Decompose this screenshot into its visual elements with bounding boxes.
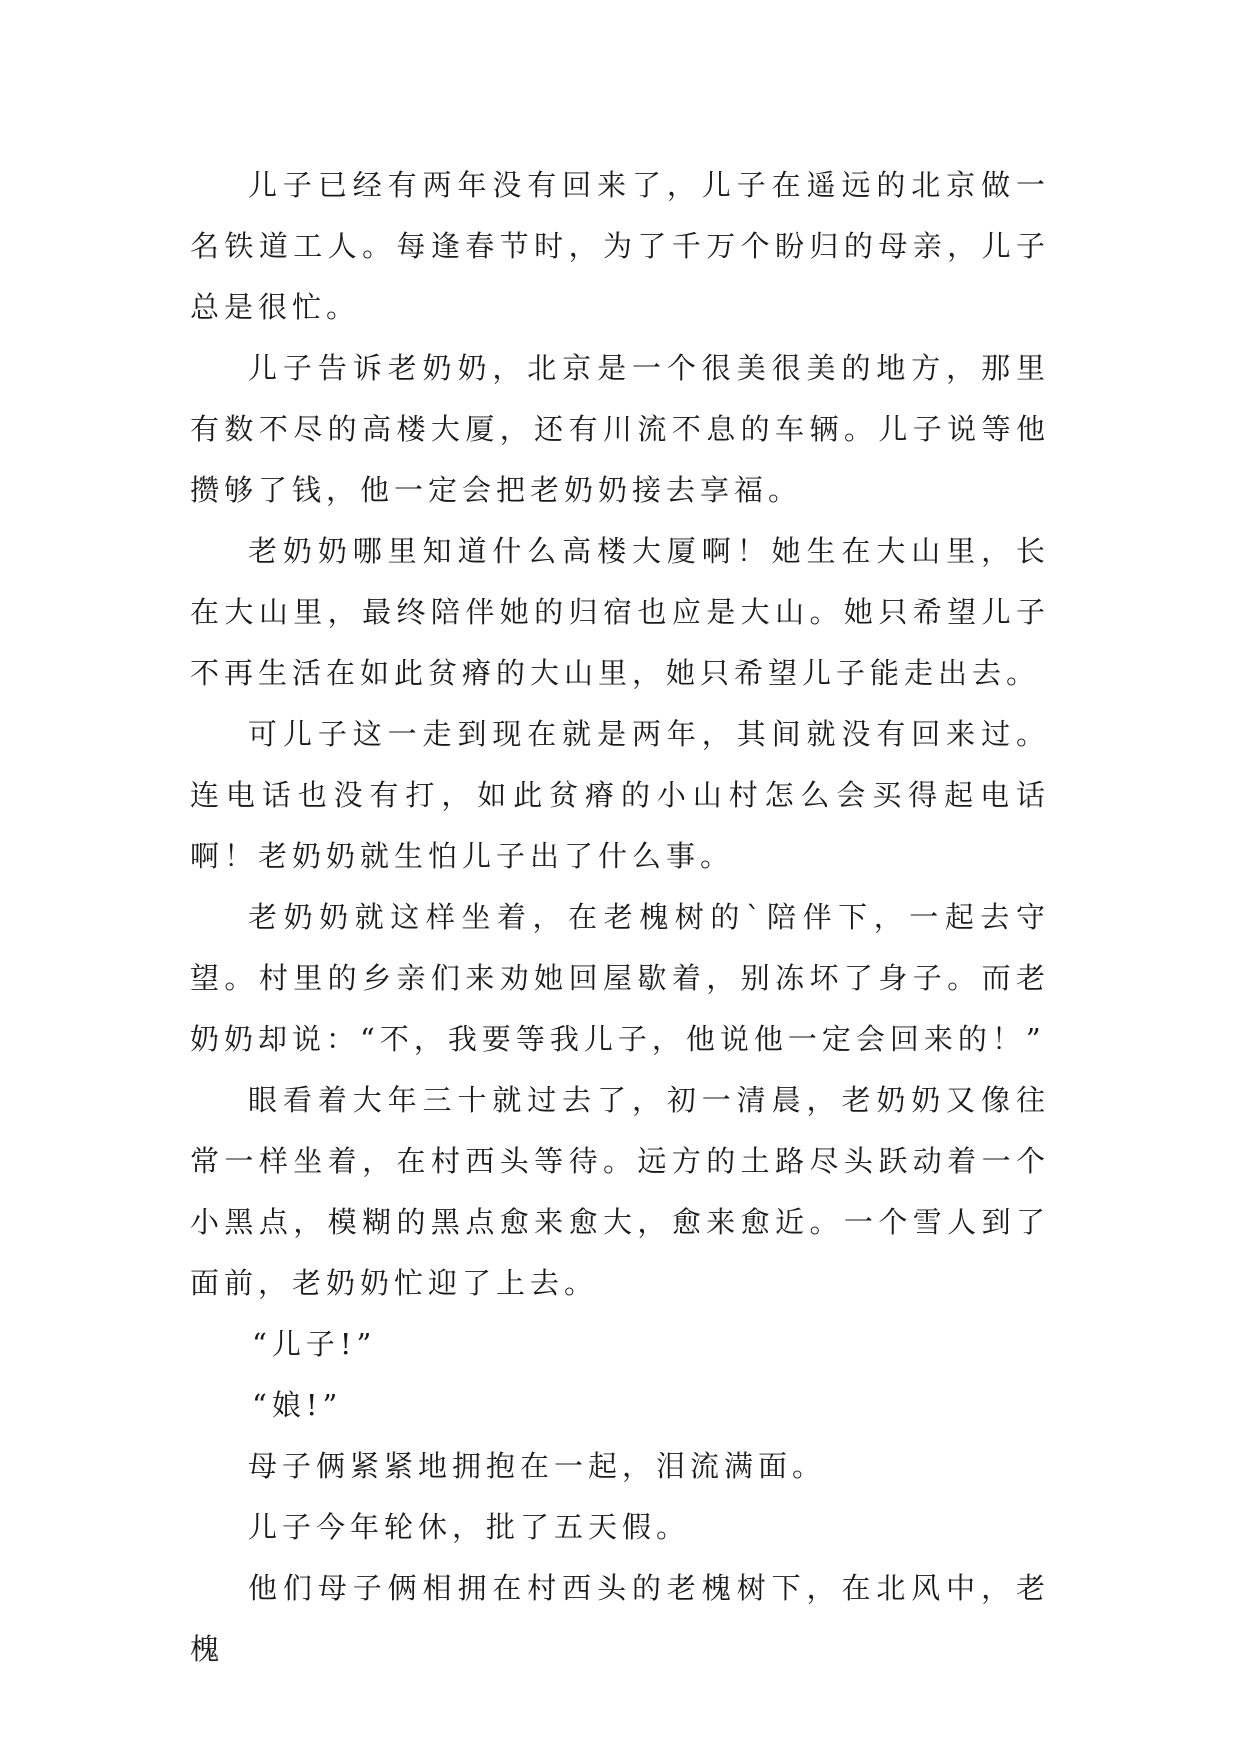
paragraph-1: 儿子已经有两年没有回来了，儿子在遥远的北京做一名铁道工人。每逢春节时，为了千万个盼归的母亲，儿子总是很忙。 <box>190 168 1050 324</box>
paragraph-10: 儿子今年轮休，批了五天假。 <box>248 1510 691 1544</box>
paragraph-3: 老奶奶哪里知道什么高楼大厦啊！她生在大山里，长在大山里，最终陪伴她的归宿也应是大山。她只希望儿子不再生活在如此贫瘠的大山里，她只希望儿子能走出去。 <box>190 534 1050 690</box>
paragraph-11: 他们母子俩相拥在村西头的老槐树下，在北风中，老槐 <box>190 1571 1050 1666</box>
paragraph-5: 老奶奶就这样坐着，在老槐树的`陪伴下，一起去守望。村里的乡亲们来劝她回屋歇着，别冻坏了身子。而老奶奶却说：“不，我要等我儿子，他说他一定会回来的！” <box>190 900 1050 1056</box>
dialogue-son: “儿子!” <box>252 1327 377 1361</box>
dialogue-mother: “娘!” <box>252 1388 343 1422</box>
paragraph-4: 可儿子这一走到现在就是两年，其间就没有回来过。连电话也没有打，如此贫瘠的小山村怎么会买得起电话啊！老奶奶就生怕儿子出了什么事。 <box>190 717 1050 873</box>
paragraph-9: 母子俩紧紧地拥抱在一起，泪流满面。 <box>248 1449 827 1483</box>
document-body <box>190 155 1050 1680</box>
paragraph-2: 儿子告诉老奶奶，北京是一个很美很美的地方，那里有数不尽的高楼大厦，还有川流不息的车辆。儿子说等他攒够了钱，他一定会把老奶奶接去享福。 <box>190 351 1050 507</box>
paragraph-6: 眼看着大年三十就过去了，初一清晨，老奶奶又像往常一样坐着，在村西头等待。远方的土路尽头跃动着一个小黑点，模糊的黑点愈来愈大，愈来愈近。一个雪人到了面前，老奶奶忙迎了上去。 <box>190 1083 1050 1300</box>
